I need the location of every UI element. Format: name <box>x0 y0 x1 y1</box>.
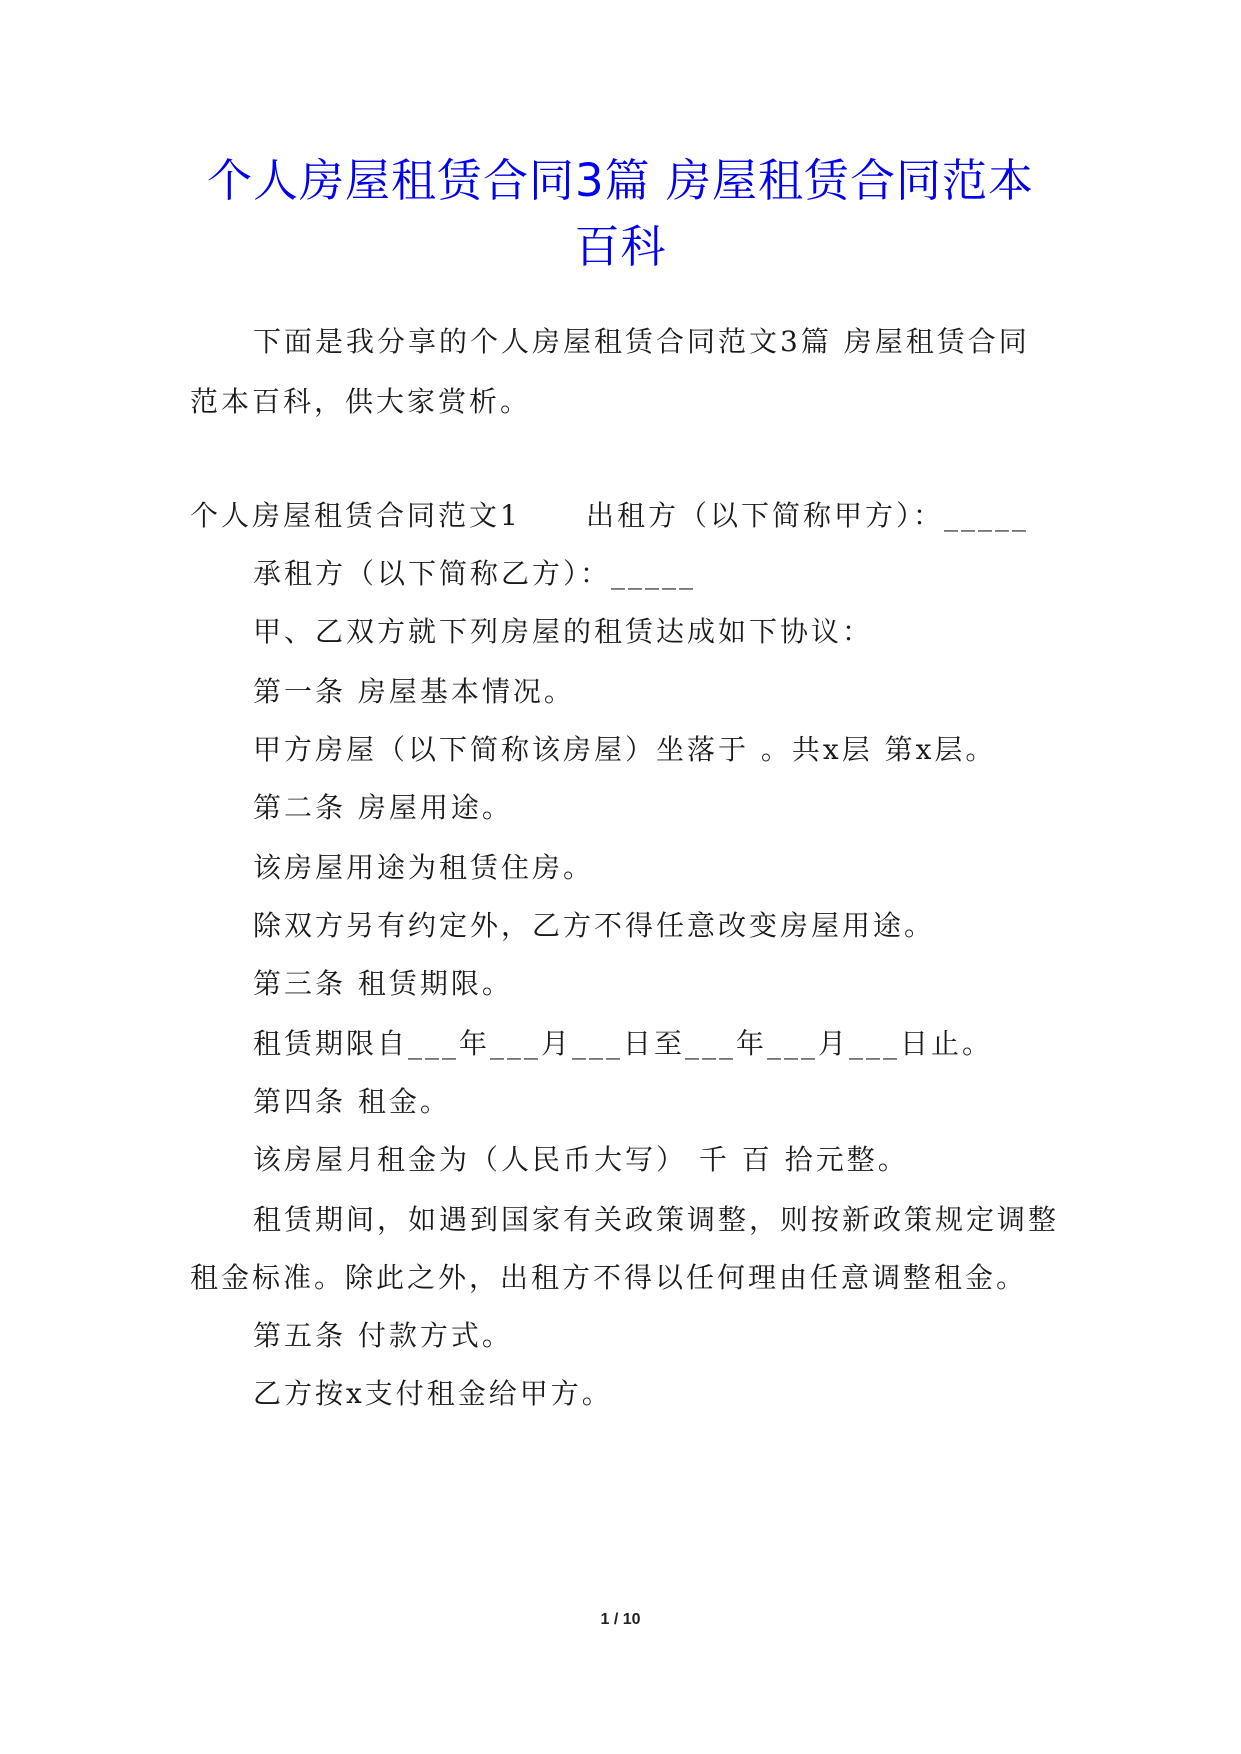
article-4-text: 该房屋月租金为（人民币大写） 千 百 拾元整。 <box>253 1143 909 1176</box>
document-title <box>190 148 1051 280</box>
article-5-text: 乙方按x支付租金给甲方。 <box>253 1377 613 1410</box>
article-1-text: 甲方房屋（以下简称该房屋）坐落于 。共x层 第x层。 <box>253 733 997 766</box>
title-line-2: 百科 <box>574 220 667 273</box>
article-2-text-1: 该房屋用途为租赁住房。 <box>253 851 595 884</box>
lessee-line: 承租方（以下简称乙方）：_____ <box>253 557 697 590</box>
article-3-title: 第三条 租赁期限。 <box>253 967 513 1000</box>
article-4-note-line-1: 租赁期间，如遇到国家有关政策调整，则按新政策规定调整 <box>253 1203 1060 1236</box>
article-4-note-line-2: 租金标准。除此之外，出租方不得以任何理由任意调整租金。 <box>190 1261 1028 1294</box>
intro-line-1: 下面是我分享的个人房屋租赁合同范文3篇 房屋租赁合同 <box>253 325 1030 358</box>
article-2-text-2: 除双方另有约定外，乙方不得任意改变房屋用途。 <box>253 909 936 942</box>
article-5-title: 第五条 付款方式。 <box>253 1319 513 1352</box>
article-2-title: 第二条 房屋用途。 <box>253 791 513 824</box>
title-line-1: 个人房屋租赁合同3篇 房屋租赁合同范本 <box>207 154 1034 207</box>
lessor-line: 出租方（以下简称甲方）：_____ <box>586 499 1030 532</box>
section-heading: 个人房屋租赁合同范文1 <box>190 499 521 532</box>
intro-line-2: 范本百科，供大家赏析。 <box>190 385 532 418</box>
article-3-text: 租赁期限自___年___月___日至___年___月___日止。 <box>253 1027 994 1060</box>
article-1-title: 第一条 房屋基本情况。 <box>253 675 575 708</box>
page-number: 1 / 10 <box>600 1611 641 1628</box>
agreement-line: 甲、乙双方就下列房屋的租赁达成如下协议： <box>253 615 874 648</box>
article-4-title: 第四条 租金。 <box>253 1085 451 1118</box>
